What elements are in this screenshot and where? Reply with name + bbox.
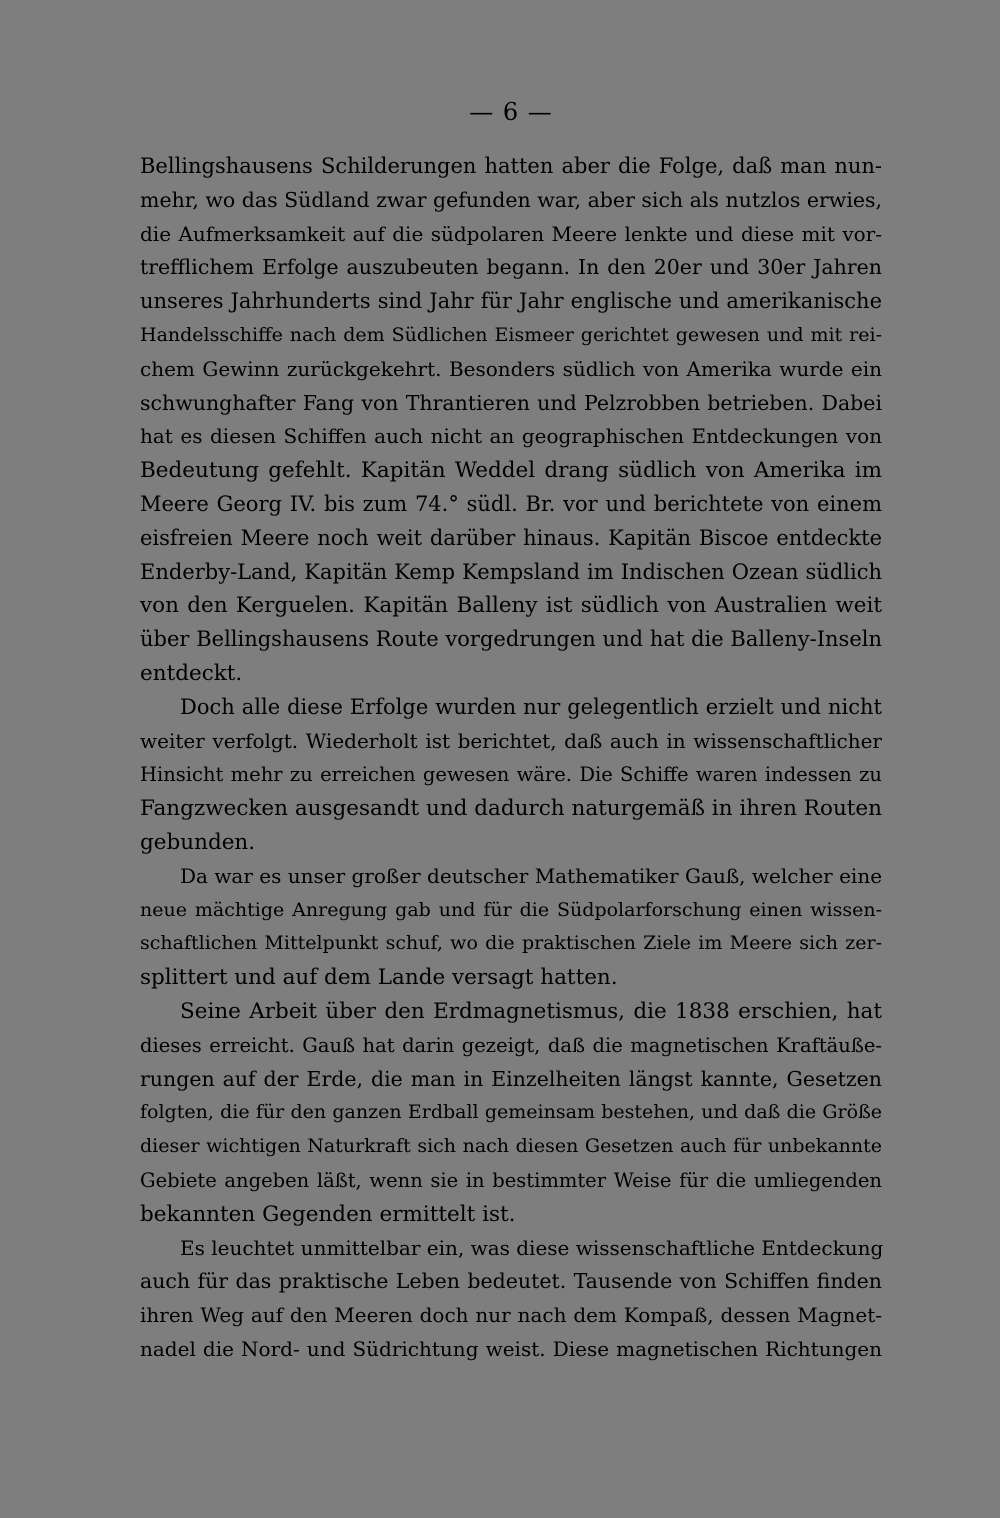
text-line: Fangzwecken ausgesandt und dadurch naturgemäß in ihren Routen	[140, 796, 882, 822]
text-line: nadel die Nord- und Südrichtung weist. Diese magnetischen Richtungen	[140, 1336, 882, 1361]
text-line: die Aufmerksamkeit auf die südpolaren Meere lenkte und diese mit vor-	[140, 221, 882, 246]
text-line: weiter verfolgt. Wiederholt ist berichtet, daß auch in wissenschaftlicher	[140, 728, 882, 753]
text-line: Enderby-Land, Kapitän Kemp Kempsland im Indischen Ozean südlich	[140, 559, 882, 584]
page-number: — 6 —	[469, 98, 553, 126]
paragraph	[140, 691, 882, 860]
book-page	[140, 0, 882, 1518]
text-line: schaftlichen Mittelpunkt schuf, wo die praktischen Ziele im Meere sich zer-	[140, 932, 882, 955]
text-line: Bellingshausens Schilderungen hatten aber die Folge, daß man nun-	[140, 154, 882, 178]
paragraph	[140, 860, 882, 995]
text-line: gebunden.	[140, 829, 256, 855]
text-line: splittert und auf dem Lande versagt hatten.	[140, 965, 618, 991]
text-line: Es leuchtet unmittelbar ein, was diese wissenschaftliche Entdeckung	[180, 1235, 884, 1260]
text-line: schwunghafter Fang von Thrantieren und Pelzrobben betrieben. Dabei	[140, 390, 882, 415]
text-line: trefflichem Erfolge auszubeuten begann. In den 20er und 30er Jahren	[140, 255, 882, 280]
text-line: chem Gewinn zurückgekehrt. Besonders südlich von Amerika wurde ein	[140, 356, 882, 381]
paragraph	[140, 995, 882, 1232]
text-line: neue mächtige Anregung gab und für die Südpolarforschung einen wissen-	[140, 898, 882, 921]
text-line: von den Kerguelen. Kapitän Balleny ist südlich von Australien weit	[140, 593, 882, 619]
text-line: dieses erreicht. Gauß hat darin gezeigt, daß die magnetischen Kraftäuße-	[140, 1033, 882, 1057]
paragraph	[140, 150, 882, 691]
text-line: entdeckt.	[140, 660, 243, 686]
text-line: Gebiete angeben läßt, wenn sie in bestimmter Weise für die umliegenden	[140, 1168, 882, 1192]
text-line: Meere Georg IV. bis zum 74.° südl. Br. vor und berichtete von einem	[140, 491, 882, 516]
text-line: über Bellingshausens Route vorgedrungen und hat die Balleny-Inseln	[140, 627, 882, 652]
text-line: Doch alle diese Erfolge wurden nur gelegentlich erzielt und nicht	[180, 694, 882, 719]
text-line: rungen auf der Erde, die man in Einzelheiten längst kannte, Gesetzen	[140, 1066, 882, 1091]
text-line: Bedeutung gefehlt. Kapitän Weddel drang südlich von Amerika im	[140, 458, 882, 484]
page-text-body	[140, 150, 882, 1367]
text-line: mehr, wo das Südland zwar gefunden war, aber sich als nutzlos erwies,	[140, 187, 883, 212]
text-line: Handelsschiffe nach dem Südlichen Eismeer gerichtet gewesen und mit rei-	[140, 323, 882, 346]
text-line: hat es diesen Schiffen auch nicht an geographischen Entdeckungen von	[140, 424, 882, 449]
text-line: ihren Weg auf den Meeren doch nur nach dem Kompaß, dessen Magnet-	[140, 1303, 882, 1328]
text-line: folgten, die für den ganzen Erdball gemeinsam bestehen, und daß die Größe	[140, 1101, 882, 1124]
text-line: unseres Jahrhunderts sind Jahr für Jahr englische und amerikanische	[140, 289, 882, 314]
text-line: dieser wichtigen Naturkraft sich nach diesen Gesetzen auch für unbekannte	[140, 1135, 882, 1158]
text-line: auch für das praktische Leben bedeutet. Tausende von Schiffen finden	[140, 1269, 882, 1294]
text-line: Hinsicht mehr zu erreichen gewesen wäre. Die Schiffe waren indessen zu	[140, 763, 882, 787]
text-line: bekannten Gegenden ermittelt ist.	[140, 1201, 516, 1227]
paragraph	[140, 1232, 882, 1367]
text-line: eisfreien Meere noch weit darüber hinaus. Kapitän Biscoe entdeckte	[140, 525, 882, 550]
text-line: Seine Arbeit über den Erdmagnetismus, die 1838 erschien, hat	[180, 998, 882, 1024]
text-line: Da war es unser großer deutscher Mathematiker Gauß, welcher eine	[180, 863, 883, 888]
